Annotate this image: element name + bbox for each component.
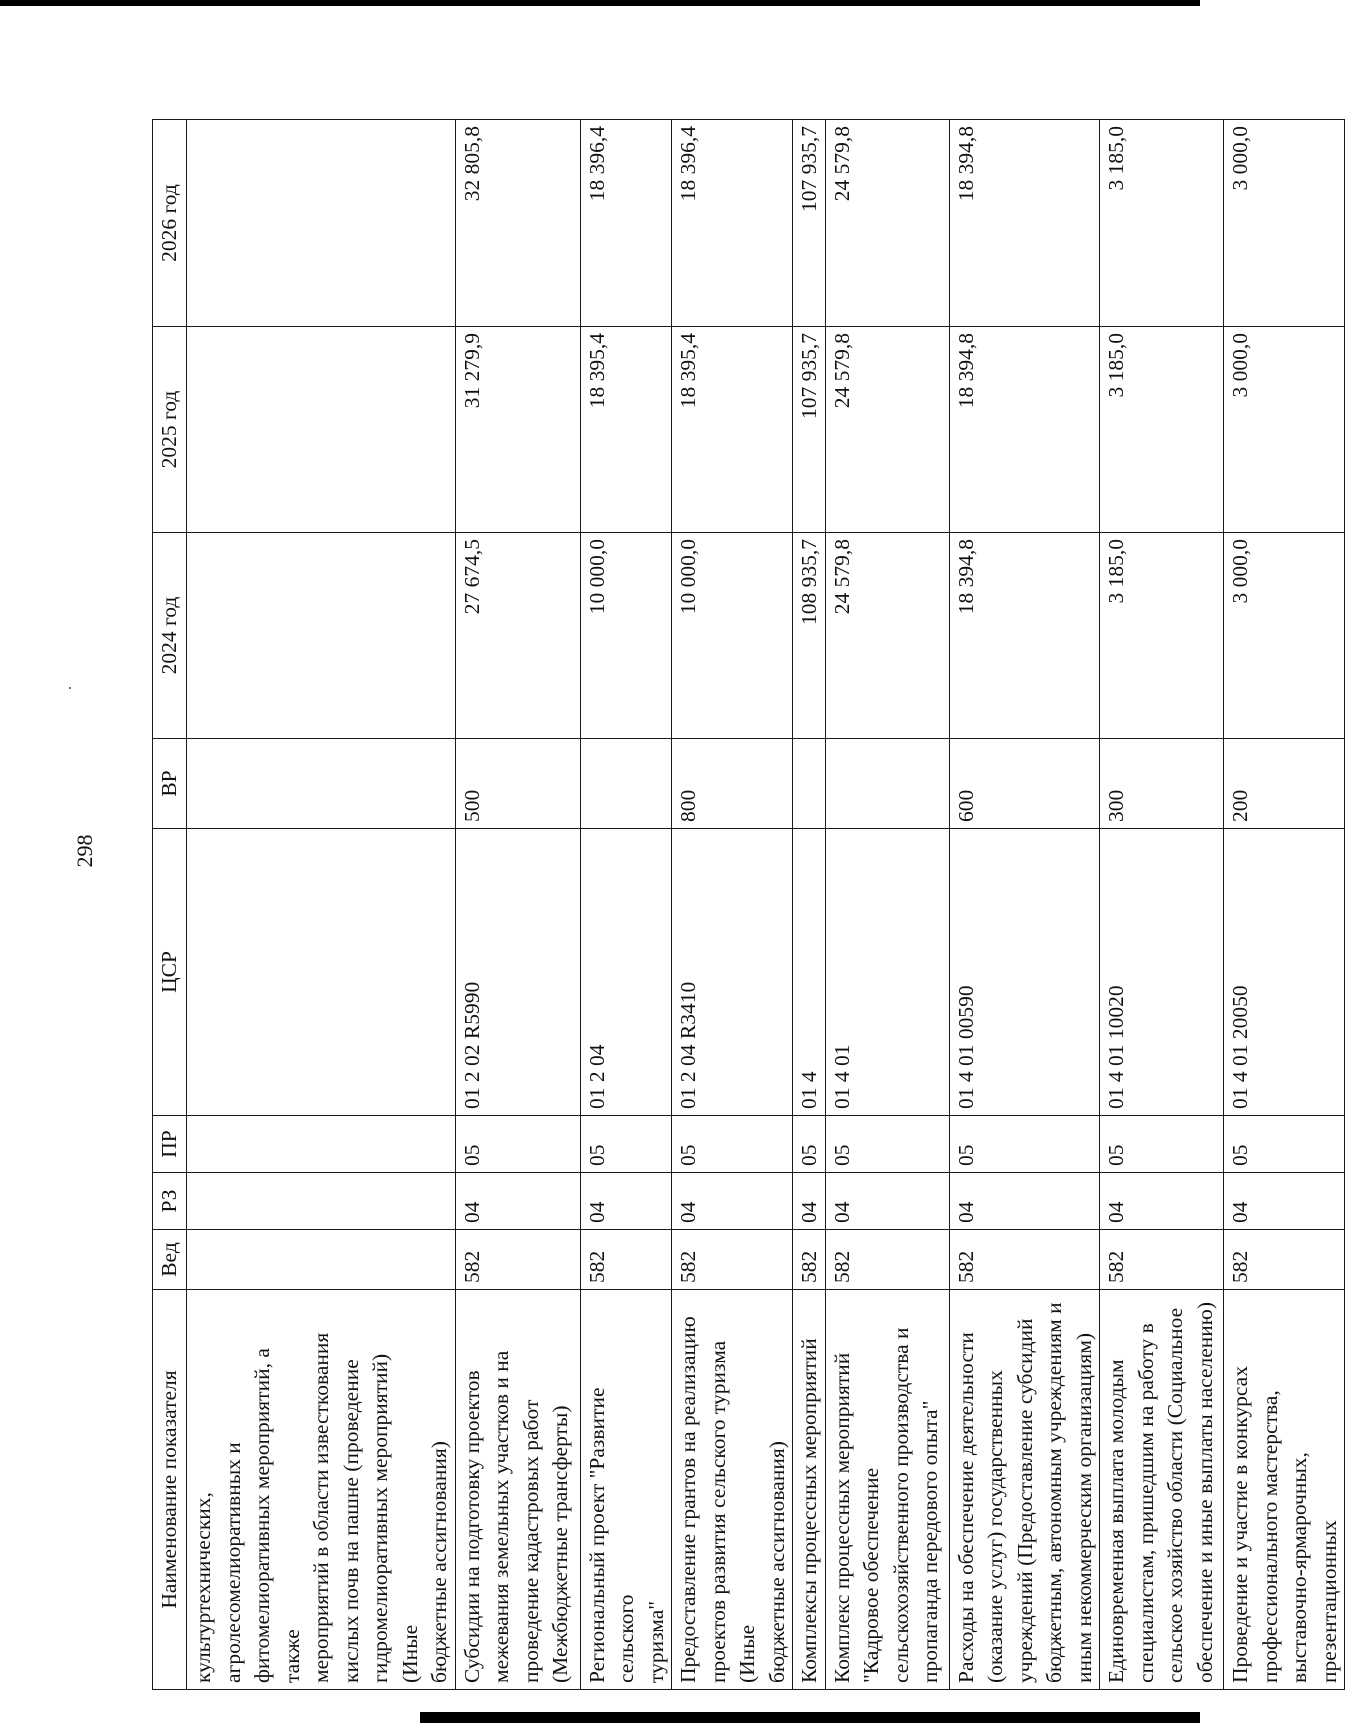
row-ved: 582 — [793, 1230, 826, 1290]
row-name: Единовременная выплата молодым специалистам, пришедшим на работу в сельское хозяйство области (Социальное обеспечение и иные выплаты населению) — [1100, 1290, 1224, 1690]
row-name: Предоставление грантов на реализацию проектов развития сельского туризма (Иные бюджетные ассигнования) — [672, 1290, 793, 1690]
row-2025: 18 395,4 — [672, 327, 793, 533]
row-ved: 582 — [672, 1230, 793, 1290]
row-rz: 04 — [455, 1173, 580, 1230]
table-row — [793, 120, 826, 1690]
row-csr: 01 4 01 20050 — [1224, 829, 1345, 1116]
row-csr: 01 4 01 10020 — [1100, 829, 1224, 1116]
row-pr — [187, 1116, 456, 1173]
row-vr: 300 — [1100, 739, 1224, 829]
row-name: Региональный проект "Развитие сельского туризма" — [580, 1290, 672, 1690]
scan-edge-bottom — [420, 1712, 1200, 1723]
row-2024 — [187, 533, 456, 739]
row-ved: 582 — [580, 1230, 672, 1290]
row-2026: 18 396,4 — [580, 120, 672, 327]
row-2026: 24 579,8 — [825, 120, 949, 327]
scan-edge-top — [0, 0, 1200, 6]
header-pr: ПР — [153, 1116, 187, 1173]
row-vr: 600 — [949, 739, 1100, 829]
row-pr: 05 — [455, 1116, 580, 1173]
row-rz: 04 — [825, 1173, 949, 1230]
row-2026: 32 805,8 — [455, 120, 580, 327]
row-csr: 01 4 — [793, 829, 826, 1116]
row-rz: 04 — [672, 1173, 793, 1230]
row-vr — [187, 739, 456, 829]
header-vr: ВР — [153, 739, 187, 829]
row-name: Комплекс процессных мероприятий "Кадровое обеспечение сельскохозяйственного производства и пропаганда передового опыта" — [825, 1290, 949, 1690]
row-rz — [187, 1173, 456, 1230]
scan-speck — [69, 687, 71, 689]
table-row — [672, 120, 793, 1690]
row-2024: 3 000,0 — [1224, 533, 1345, 739]
row-ved: 582 — [825, 1230, 949, 1290]
header-2024: 2024 год — [153, 533, 187, 739]
header-rz: РЗ — [153, 1173, 187, 1230]
row-2024: 24 579,8 — [825, 533, 949, 739]
row-rz: 04 — [580, 1173, 672, 1230]
row-csr: 01 4 01 — [825, 829, 949, 1116]
row-name: Комплексы процессных мероприятий — [793, 1290, 826, 1690]
row-csr: 01 2 04 R3410 — [672, 829, 793, 1116]
table-row — [1224, 120, 1345, 1690]
row-rz: 04 — [1100, 1173, 1224, 1230]
row-2026: 107 935,7 — [793, 120, 826, 327]
row-pr: 05 — [580, 1116, 672, 1173]
row-csr: 01 4 01 00590 — [949, 829, 1100, 1116]
row-ved: 582 — [1100, 1230, 1224, 1290]
header-ved: Вед — [153, 1230, 187, 1290]
row-2026 — [187, 120, 456, 327]
row-rz: 04 — [793, 1173, 826, 1230]
row-vr: 800 — [672, 739, 793, 829]
row-2025: 24 579,8 — [825, 327, 949, 533]
table-row — [455, 120, 580, 1690]
table-row — [580, 120, 672, 1690]
budget-table-container — [152, 120, 1341, 1690]
row-pr: 05 — [825, 1116, 949, 1173]
budget-table — [152, 119, 1345, 1690]
table-row — [1100, 120, 1224, 1690]
row-name: Проведение и участие в конкурсах профессионального мастерства, выставочно-ярмарочных, презентационных — [1224, 1290, 1345, 1690]
row-pr: 05 — [1100, 1116, 1224, 1173]
row-rz: 04 — [949, 1173, 1100, 1230]
row-ved — [187, 1230, 456, 1290]
row-pr: 05 — [1224, 1116, 1345, 1173]
row-vr: 200 — [1224, 739, 1345, 829]
row-2025: 3 000,0 — [1224, 327, 1345, 533]
row-csr — [187, 829, 456, 1116]
table-row — [187, 120, 456, 1690]
row-2024: 10 000,0 — [580, 533, 672, 739]
table-row — [825, 120, 949, 1690]
page-number: 298 — [72, 834, 97, 868]
row-2026: 3 000,0 — [1224, 120, 1345, 327]
row-vr — [793, 739, 826, 829]
header-2025: 2025 год — [153, 327, 187, 533]
row-ved: 582 — [949, 1230, 1100, 1290]
row-name: Расходы на обеспечение деятельности (оказание услуг) государственных учреждений (Предоставление субсидий бюджетным, автономным учреждениям и иным некоммерческим организациям) — [949, 1290, 1100, 1690]
row-pr: 05 — [949, 1116, 1100, 1173]
header-csr: ЦСР — [153, 829, 187, 1116]
row-2025: 18 395,4 — [580, 327, 672, 533]
row-ved: 582 — [455, 1230, 580, 1290]
row-rz: 04 — [1224, 1173, 1345, 1230]
row-2025 — [187, 327, 456, 533]
row-name: Субсидии на подготовку проектов межевания земельных участков и на проведение кадастровых работ (Межбюджетные трансферты) — [455, 1290, 580, 1690]
row-2024: 10 000,0 — [672, 533, 793, 739]
row-2024: 27 674,5 — [455, 533, 580, 739]
rotated-page-content — [152, 120, 1341, 1690]
row-2025: 18 394,8 — [949, 327, 1100, 533]
row-vr — [580, 739, 672, 829]
row-pr: 05 — [672, 1116, 793, 1173]
row-csr: 01 2 02 R5990 — [455, 829, 580, 1116]
header-2026: 2026 год — [153, 120, 187, 327]
row-2025: 31 279,9 — [455, 327, 580, 533]
row-name: культуртехнических, агролесомелиоративных и фитомелиоративных мероприятий, а также мероприятий в области известкования кислых почв на пашне (проведение гидромелиоративных мероприятий) (Иные бюджетные ассигнования) — [187, 1290, 456, 1690]
table-header-row — [153, 120, 187, 1690]
row-pr: 05 — [793, 1116, 826, 1173]
row-2026: 18 394,8 — [949, 120, 1100, 327]
row-2026: 3 185,0 — [1100, 120, 1224, 327]
row-2026: 18 396,4 — [672, 120, 793, 327]
row-2025: 107 935,7 — [793, 327, 826, 533]
row-2024: 108 935,7 — [793, 533, 826, 739]
row-csr: 01 2 04 — [580, 829, 672, 1116]
row-ved: 582 — [1224, 1230, 1345, 1290]
row-vr — [825, 739, 949, 829]
row-vr: 500 — [455, 739, 580, 829]
row-2024: 18 394,8 — [949, 533, 1100, 739]
row-2025: 3 185,0 — [1100, 327, 1224, 533]
row-2024: 3 185,0 — [1100, 533, 1224, 739]
table-row — [949, 120, 1100, 1690]
header-name: Наименование показателя — [153, 1290, 187, 1690]
